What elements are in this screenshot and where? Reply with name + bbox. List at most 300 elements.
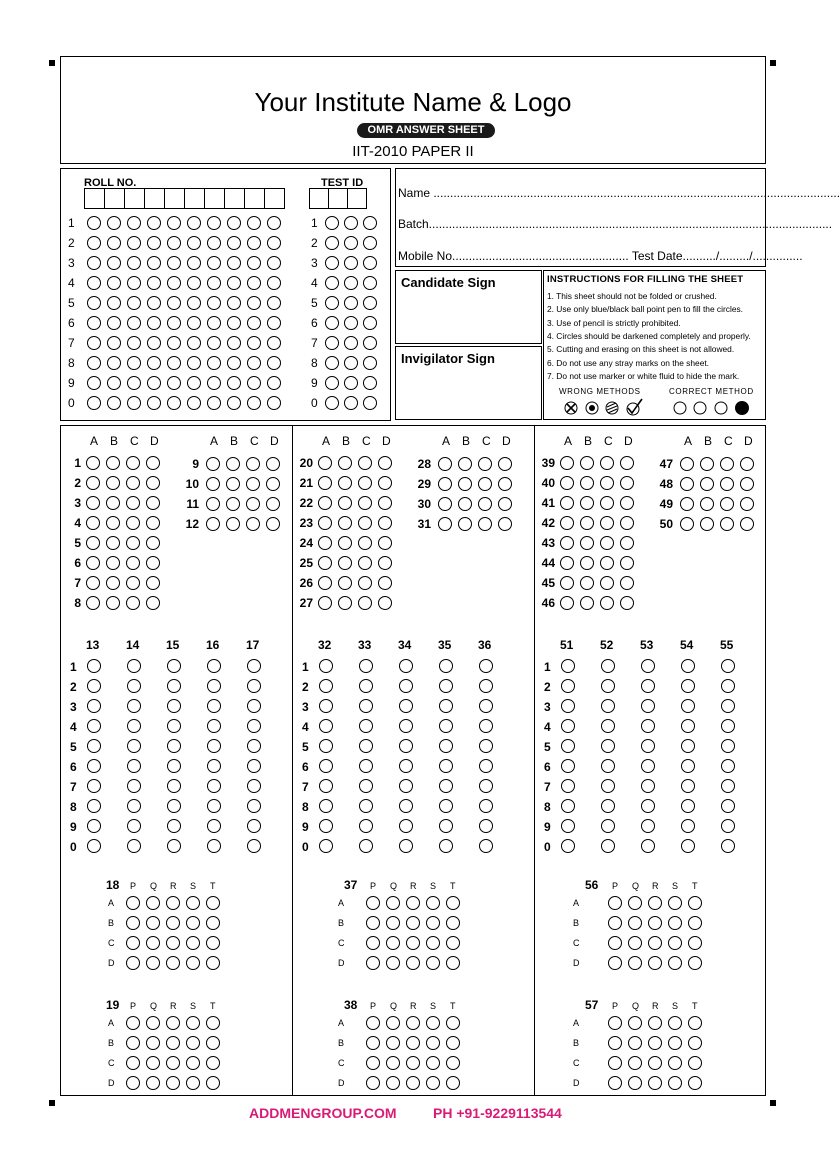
answer-bubble[interactable] [720,457,734,471]
roll-bubble[interactable] [227,356,241,370]
roll-bubble[interactable] [207,236,221,250]
roll-bubble[interactable] [247,236,261,250]
testid-bubble[interactable] [344,316,358,330]
roll-bubble[interactable] [187,216,201,230]
roll-bubble[interactable] [227,216,241,230]
matrix-bubble[interactable] [446,916,460,930]
answer-bubble[interactable] [680,477,694,491]
roll-write-box[interactable] [184,188,205,209]
integer-bubble[interactable] [319,779,333,793]
answer-bubble[interactable] [358,496,372,510]
answer-bubble[interactable] [478,517,492,531]
roll-bubble[interactable] [147,356,161,370]
matrix-bubble[interactable] [608,916,622,930]
roll-bubble[interactable] [207,396,221,410]
integer-bubble[interactable] [319,739,333,753]
answer-bubble[interactable] [600,576,614,590]
matrix-bubble[interactable] [146,1016,160,1030]
testid-bubble[interactable] [363,316,377,330]
answer-bubble[interactable] [86,476,100,490]
answer-bubble[interactable] [580,556,594,570]
roll-bubble[interactable] [267,296,281,310]
answer-bubble[interactable] [458,457,472,471]
roll-bubble[interactable] [267,376,281,390]
matrix-bubble[interactable] [186,896,200,910]
matrix-bubble[interactable] [126,896,140,910]
answer-bubble[interactable] [378,576,392,590]
roll-write-box[interactable] [124,188,145,209]
roll-bubble[interactable] [227,316,241,330]
answer-bubble[interactable] [146,536,160,550]
matrix-bubble[interactable] [126,1016,140,1030]
matrix-bubble[interactable] [186,916,200,930]
roll-bubble[interactable] [167,316,181,330]
roll-bubble[interactable] [207,376,221,390]
answer-bubble[interactable] [86,496,100,510]
answer-bubble[interactable] [146,556,160,570]
integer-bubble[interactable] [127,799,141,813]
answer-bubble[interactable] [600,516,614,530]
integer-bubble[interactable] [641,699,655,713]
integer-bubble[interactable] [561,779,575,793]
matrix-bubble[interactable] [206,1056,220,1070]
roll-bubble[interactable] [127,396,141,410]
matrix-bubble[interactable] [628,916,642,930]
matrix-bubble[interactable] [366,896,380,910]
integer-bubble[interactable] [87,799,101,813]
matrix-bubble[interactable] [648,916,662,930]
matrix-bubble[interactable] [668,936,682,950]
answer-bubble[interactable] [106,596,120,610]
roll-bubble[interactable] [87,276,101,290]
roll-bubble[interactable] [147,216,161,230]
integer-bubble[interactable] [167,779,181,793]
integer-bubble[interactable] [87,779,101,793]
integer-bubble[interactable] [319,699,333,713]
answer-bubble[interactable] [458,477,472,491]
answer-bubble[interactable] [338,516,352,530]
answer-bubble[interactable] [600,456,614,470]
roll-bubble[interactable] [247,336,261,350]
answer-bubble[interactable] [600,556,614,570]
integer-bubble[interactable] [207,719,221,733]
roll-bubble[interactable] [187,276,201,290]
integer-bubble[interactable] [721,699,735,713]
answer-bubble[interactable] [106,556,120,570]
answer-bubble[interactable] [338,576,352,590]
integer-bubble[interactable] [319,799,333,813]
answer-bubble[interactable] [146,596,160,610]
integer-bubble[interactable] [479,679,493,693]
answer-bubble[interactable] [126,576,140,590]
answer-bubble[interactable] [226,497,240,511]
integer-bubble[interactable] [601,759,615,773]
roll-bubble[interactable] [87,376,101,390]
integer-bubble[interactable] [439,819,453,833]
answer-bubble[interactable] [146,456,160,470]
answer-bubble[interactable] [106,496,120,510]
integer-bubble[interactable] [167,759,181,773]
roll-bubble[interactable] [87,356,101,370]
roll-bubble[interactable] [87,316,101,330]
answer-bubble[interactable] [266,497,280,511]
integer-bubble[interactable] [439,719,453,733]
roll-bubble[interactable] [147,396,161,410]
integer-bubble[interactable] [167,699,181,713]
integer-bubble[interactable] [601,739,615,753]
integer-bubble[interactable] [359,679,373,693]
integer-bubble[interactable] [319,759,333,773]
answer-bubble[interactable] [86,596,100,610]
matrix-bubble[interactable] [688,896,702,910]
roll-bubble[interactable] [127,276,141,290]
answer-bubble[interactable] [680,517,694,531]
integer-bubble[interactable] [601,799,615,813]
integer-bubble[interactable] [681,839,695,853]
answer-bubble[interactable] [600,536,614,550]
matrix-bubble[interactable] [166,1076,180,1090]
testid-bubble[interactable] [363,256,377,270]
integer-bubble[interactable] [399,719,413,733]
integer-bubble[interactable] [247,719,261,733]
integer-bubble[interactable] [167,739,181,753]
matrix-bubble[interactable] [608,896,622,910]
answer-bubble[interactable] [620,536,634,550]
matrix-bubble[interactable] [126,1076,140,1090]
answer-bubble[interactable] [266,517,280,531]
integer-bubble[interactable] [207,679,221,693]
roll-bubble[interactable] [167,276,181,290]
roll-bubble[interactable] [167,376,181,390]
integer-bubble[interactable] [721,799,735,813]
matrix-bubble[interactable] [446,936,460,950]
name-field[interactable]: Name .......................................................................................................................... [398,186,840,200]
integer-bubble[interactable] [87,659,101,673]
answer-bubble[interactable] [338,496,352,510]
integer-bubble[interactable] [681,779,695,793]
matrix-bubble[interactable] [186,936,200,950]
integer-bubble[interactable] [479,779,493,793]
roll-bubble[interactable] [267,236,281,250]
testid-bubble[interactable] [363,236,377,250]
answer-bubble[interactable] [700,497,714,511]
roll-bubble[interactable] [227,236,241,250]
matrix-bubble[interactable] [366,1056,380,1070]
matrix-bubble[interactable] [186,1076,200,1090]
matrix-bubble[interactable] [668,916,682,930]
roll-bubble[interactable] [107,256,121,270]
integer-bubble[interactable] [479,699,493,713]
roll-bubble[interactable] [107,296,121,310]
integer-bubble[interactable] [167,679,181,693]
matrix-bubble[interactable] [126,1036,140,1050]
integer-bubble[interactable] [247,819,261,833]
matrix-bubble[interactable] [608,1036,622,1050]
roll-bubble[interactable] [147,236,161,250]
integer-bubble[interactable] [399,679,413,693]
roll-bubble[interactable] [247,396,261,410]
integer-bubble[interactable] [399,799,413,813]
roll-write-box[interactable] [104,188,125,209]
answer-bubble[interactable] [378,456,392,470]
matrix-bubble[interactable] [206,1076,220,1090]
answer-bubble[interactable] [560,516,574,530]
answer-bubble[interactable] [338,596,352,610]
answer-bubble[interactable] [126,516,140,530]
integer-bubble[interactable] [601,839,615,853]
roll-bubble[interactable] [227,276,241,290]
integer-bubble[interactable] [167,799,181,813]
matrix-bubble[interactable] [166,1036,180,1050]
matrix-bubble[interactable] [366,916,380,930]
roll-bubble[interactable] [207,316,221,330]
answer-bubble[interactable] [318,576,332,590]
answer-bubble[interactable] [86,576,100,590]
integer-bubble[interactable] [681,719,695,733]
roll-bubble[interactable] [167,336,181,350]
testid-bubble[interactable] [363,396,377,410]
integer-bubble[interactable] [247,679,261,693]
matrix-bubble[interactable] [366,1016,380,1030]
answer-bubble[interactable] [146,476,160,490]
roll-bubble[interactable] [187,376,201,390]
integer-bubble[interactable] [359,779,373,793]
matrix-bubble[interactable] [206,1016,220,1030]
integer-bubble[interactable] [167,659,181,673]
answer-bubble[interactable] [580,456,594,470]
matrix-bubble[interactable] [206,1036,220,1050]
roll-bubble[interactable] [107,356,121,370]
answer-bubble[interactable] [580,496,594,510]
matrix-bubble[interactable] [406,896,420,910]
matrix-bubble[interactable] [146,936,160,950]
integer-bubble[interactable] [681,739,695,753]
roll-bubble[interactable] [127,336,141,350]
matrix-bubble[interactable] [406,916,420,930]
integer-bubble[interactable] [601,659,615,673]
answer-bubble[interactable] [560,456,574,470]
roll-bubble[interactable] [247,376,261,390]
answer-bubble[interactable] [720,517,734,531]
roll-bubble[interactable] [187,316,201,330]
integer-bubble[interactable] [601,699,615,713]
roll-bubble[interactable] [167,356,181,370]
integer-bubble[interactable] [127,699,141,713]
answer-bubble[interactable] [246,497,260,511]
integer-bubble[interactable] [601,719,615,733]
matrix-bubble[interactable] [366,956,380,970]
answer-bubble[interactable] [318,496,332,510]
integer-bubble[interactable] [641,719,655,733]
answer-bubble[interactable] [126,536,140,550]
matrix-bubble[interactable] [426,936,440,950]
roll-bubble[interactable] [187,336,201,350]
answer-bubble[interactable] [358,516,372,530]
roll-bubble[interactable] [207,356,221,370]
testid-bubble[interactable] [325,236,339,250]
answer-bubble[interactable] [358,456,372,470]
matrix-bubble[interactable] [206,896,220,910]
answer-bubble[interactable] [700,457,714,471]
mobile-field[interactable]: Mobile No..................................................... Test Date........../........./............... [398,249,803,263]
integer-bubble[interactable] [439,679,453,693]
roll-bubble[interactable] [227,336,241,350]
testid-bubble[interactable] [344,356,358,370]
matrix-bubble[interactable] [648,1036,662,1050]
answer-bubble[interactable] [720,497,734,511]
integer-bubble[interactable] [641,659,655,673]
testid-bubble[interactable] [363,296,377,310]
matrix-bubble[interactable] [206,936,220,950]
roll-write-box[interactable] [264,188,285,209]
matrix-bubble[interactable] [446,956,460,970]
matrix-bubble[interactable] [386,1076,400,1090]
answer-bubble[interactable] [146,496,160,510]
integer-bubble[interactable] [721,679,735,693]
roll-bubble[interactable] [127,316,141,330]
matrix-bubble[interactable] [186,956,200,970]
matrix-bubble[interactable] [126,936,140,950]
testid-bubble[interactable] [325,396,339,410]
integer-bubble[interactable] [399,819,413,833]
answer-bubble[interactable] [620,456,634,470]
integer-bubble[interactable] [721,839,735,853]
roll-bubble[interactable] [187,256,201,270]
roll-bubble[interactable] [227,376,241,390]
testid-bubble[interactable] [363,336,377,350]
matrix-bubble[interactable] [668,956,682,970]
matrix-bubble[interactable] [406,1076,420,1090]
roll-write-box[interactable] [204,188,225,209]
roll-bubble[interactable] [267,276,281,290]
integer-bubble[interactable] [87,679,101,693]
matrix-bubble[interactable] [688,956,702,970]
roll-write-box[interactable] [84,188,105,209]
matrix-bubble[interactable] [406,956,420,970]
integer-bubble[interactable] [87,739,101,753]
matrix-bubble[interactable] [446,896,460,910]
integer-bubble[interactable] [247,739,261,753]
integer-bubble[interactable] [641,779,655,793]
matrix-bubble[interactable] [146,956,160,970]
integer-bubble[interactable] [561,719,575,733]
answer-bubble[interactable] [620,556,634,570]
integer-bubble[interactable] [87,759,101,773]
matrix-bubble[interactable] [688,1056,702,1070]
integer-bubble[interactable] [319,719,333,733]
answer-bubble[interactable] [266,457,280,471]
integer-bubble[interactable] [359,659,373,673]
answer-bubble[interactable] [86,516,100,530]
integer-bubble[interactable] [721,719,735,733]
roll-bubble[interactable] [87,296,101,310]
matrix-bubble[interactable] [608,1056,622,1070]
integer-bubble[interactable] [359,719,373,733]
roll-bubble[interactable] [167,216,181,230]
matrix-bubble[interactable] [446,1016,460,1030]
integer-bubble[interactable] [721,779,735,793]
testid-bubble[interactable] [344,396,358,410]
roll-bubble[interactable] [267,216,281,230]
roll-bubble[interactable] [207,296,221,310]
integer-bubble[interactable] [439,839,453,853]
integer-bubble[interactable] [399,659,413,673]
matrix-bubble[interactable] [186,1056,200,1070]
testid-bubble[interactable] [344,236,358,250]
answer-bubble[interactable] [86,456,100,470]
answer-bubble[interactable] [126,596,140,610]
roll-bubble[interactable] [147,296,161,310]
roll-bubble[interactable] [127,356,141,370]
testid-write-box[interactable] [328,188,348,209]
answer-bubble[interactable] [680,497,694,511]
matrix-bubble[interactable] [688,1076,702,1090]
integer-bubble[interactable] [561,819,575,833]
answer-bubble[interactable] [740,497,754,511]
integer-bubble[interactable] [721,659,735,673]
matrix-bubble[interactable] [446,1076,460,1090]
integer-bubble[interactable] [601,679,615,693]
matrix-bubble[interactable] [366,1076,380,1090]
matrix-bubble[interactable] [206,956,220,970]
matrix-bubble[interactable] [166,1016,180,1030]
roll-bubble[interactable] [107,216,121,230]
matrix-bubble[interactable] [628,936,642,950]
integer-bubble[interactable] [87,719,101,733]
roll-bubble[interactable] [207,276,221,290]
integer-bubble[interactable] [479,799,493,813]
answer-bubble[interactable] [700,517,714,531]
answer-bubble[interactable] [358,536,372,550]
answer-bubble[interactable] [338,456,352,470]
answer-bubble[interactable] [438,477,452,491]
matrix-bubble[interactable] [166,1056,180,1070]
answer-bubble[interactable] [358,596,372,610]
matrix-bubble[interactable] [648,936,662,950]
testid-bubble[interactable] [325,376,339,390]
answer-bubble[interactable] [226,457,240,471]
integer-bubble[interactable] [247,839,261,853]
integer-bubble[interactable] [681,659,695,673]
matrix-bubble[interactable] [186,1016,200,1030]
roll-bubble[interactable] [127,236,141,250]
roll-write-box[interactable] [164,188,185,209]
roll-bubble[interactable] [167,236,181,250]
matrix-bubble[interactable] [648,956,662,970]
roll-bubble[interactable] [107,316,121,330]
integer-bubble[interactable] [127,719,141,733]
answer-bubble[interactable] [338,556,352,570]
matrix-bubble[interactable] [386,916,400,930]
matrix-bubble[interactable] [608,956,622,970]
roll-bubble[interactable] [247,316,261,330]
answer-bubble[interactable] [318,556,332,570]
testid-bubble[interactable] [325,296,339,310]
roll-bubble[interactable] [107,336,121,350]
matrix-bubble[interactable] [628,1016,642,1030]
integer-bubble[interactable] [127,739,141,753]
integer-bubble[interactable] [247,659,261,673]
integer-bubble[interactable] [561,679,575,693]
answer-bubble[interactable] [318,596,332,610]
integer-bubble[interactable] [439,739,453,753]
integer-bubble[interactable] [479,819,493,833]
integer-bubble[interactable] [359,799,373,813]
integer-bubble[interactable] [681,799,695,813]
integer-bubble[interactable] [439,759,453,773]
roll-bubble[interactable] [187,236,201,250]
answer-bubble[interactable] [560,576,574,590]
